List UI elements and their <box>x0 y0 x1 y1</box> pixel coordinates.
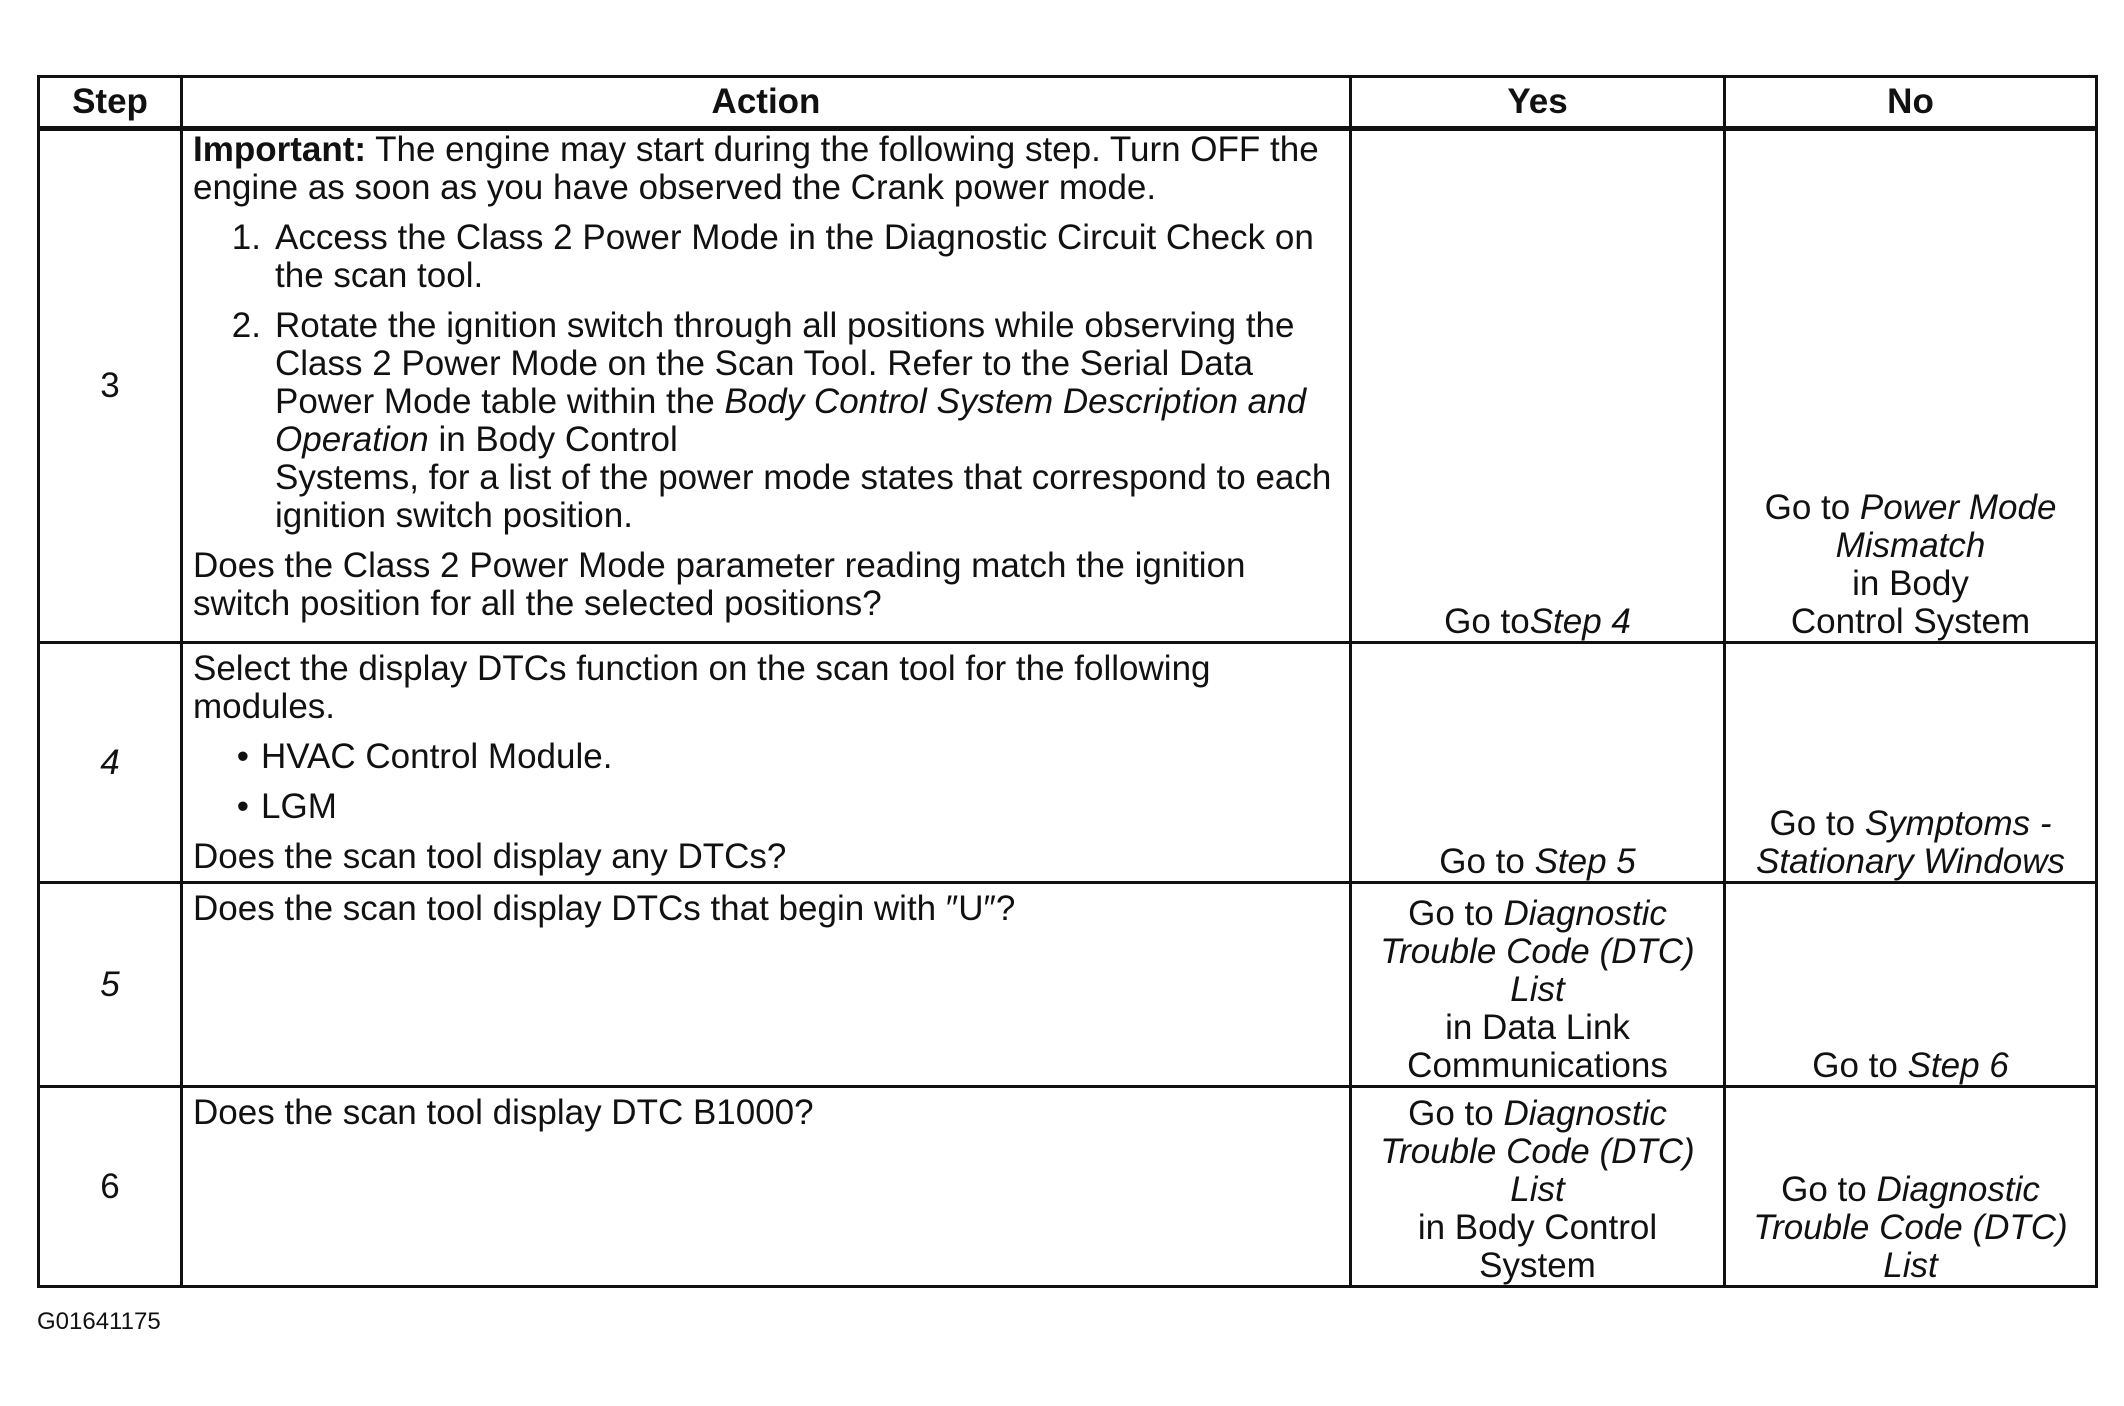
document-reference: Body Control System Description and Operation <box>275 382 1307 459</box>
step-number: 6 <box>39 1087 182 1287</box>
figure-id: G01641175 <box>37 1308 161 1335</box>
substep-number: 2. <box>231 306 261 345</box>
bullet-icon: • <box>236 737 249 776</box>
yes-line: System <box>1479 1246 1596 1285</box>
no-line <box>1736 1171 2085 1209</box>
substep-text-part: Rotate the ignition switch through all positions while observing the Class 2 Power Mode on the Scan Tool. Refer to the Serial Data Power Mode table within the <box>275 306 1295 421</box>
module-name: HVAC Control Module. <box>261 737 613 776</box>
yes-line: in Body Control <box>1417 1208 1658 1247</box>
no-step-link[interactable]: Step 6 <box>1907 1046 2009 1085</box>
module-list <box>193 738 1339 826</box>
yes-prefix: Go to <box>1408 1094 1504 1133</box>
step-intro: Select the display DTCs function on the scan tool for the following modules. <box>193 649 1211 726</box>
step-question: Does the Class 2 Power Mode parameter reading match the ignition switch position for all the selected positions? <box>193 546 1246 623</box>
action-cell <box>182 643 1351 883</box>
yes-prefix: Go to <box>1408 894 1504 933</box>
yes-step-link[interactable]: Step 5 <box>1534 842 1636 881</box>
step-number: 4 <box>39 643 182 883</box>
header-yes: Yes <box>1351 77 1725 129</box>
substep-text-part: Systems, for a list of the power mode states that correspond to each ignition switch position. <box>275 458 1332 535</box>
table-row-step-6 <box>39 1087 2097 1287</box>
no-reference-link[interactable]: Mismatch <box>1835 526 1986 565</box>
yes-reference-link[interactable]: Trouble Code (DTC) <box>1380 1132 1695 1171</box>
header-no: No <box>1725 77 2097 129</box>
no-reference-link[interactable]: Diagnostic <box>1876 1170 2040 1209</box>
no-prefix: Go to <box>1812 1046 1908 1085</box>
yes-step-link[interactable]: Step 4 <box>1529 602 1631 641</box>
module-name: LGM <box>261 787 337 826</box>
substep-text-part: in Body Control <box>428 420 678 459</box>
table-header-row <box>39 77 2097 129</box>
no-cell <box>1725 129 2097 643</box>
header-step: Step <box>39 77 182 129</box>
no-line <box>1736 489 2085 527</box>
table-row-step-5 <box>39 883 2097 1087</box>
action-cell <box>182 883 1351 1087</box>
yes-cell <box>1351 129 1725 643</box>
step-question: Does the scan tool display DTCs that begin with ″U″? <box>193 889 1016 928</box>
no-line: in Body <box>1852 564 1969 603</box>
yes-reference-link[interactable]: List <box>1510 1170 1565 1209</box>
no-cell <box>1725 1087 2097 1287</box>
yes-reference-link[interactable]: Diagnostic <box>1503 1094 1667 1133</box>
no-reference-link[interactable]: Trouble Code (DTC) <box>1753 1208 2068 1247</box>
yes-line <box>1362 895 1713 933</box>
no-line: Control System <box>1790 602 2031 641</box>
diagnostic-table <box>37 75 2098 1288</box>
yes-reference-link[interactable]: Diagnostic <box>1503 894 1667 933</box>
list-item <box>193 788 1339 826</box>
important-text: The engine may start during the following step. Turn OFF the engine as soon as you have observed the Crank power mode. <box>193 130 1319 207</box>
list-item <box>193 738 1339 776</box>
list-item <box>193 307 1339 535</box>
substep-text: Access the Class 2 Power Mode in the Diagnostic Circuit Check on the scan tool. <box>275 218 1314 295</box>
yes-prefix: Go to <box>1439 842 1535 881</box>
no-reference-link[interactable]: Stationary Windows <box>1756 842 2065 881</box>
substep-number: 1. <box>231 218 261 257</box>
no-cell <box>1725 883 2097 1087</box>
no-prefix: Go to <box>1769 804 1865 843</box>
table-row-step-3 <box>39 129 2097 643</box>
yes-line: in Data Link <box>1445 1008 1630 1047</box>
step-question: Does the scan tool display any DTCs? <box>193 837 787 876</box>
list-item <box>193 219 1339 295</box>
substep-text <box>275 307 1339 535</box>
no-prefix: Go to <box>1764 488 1860 527</box>
step-number: 3 <box>39 129 182 643</box>
no-reference-link[interactable]: Symptoms - <box>1864 804 2052 843</box>
yes-cell <box>1351 643 1725 883</box>
substep-list <box>193 219 1339 535</box>
bullet-icon: • <box>236 787 249 826</box>
action-cell <box>182 1087 1351 1287</box>
step-number: 5 <box>39 883 182 1087</box>
header-action: Action <box>182 77 1351 129</box>
yes-line <box>1362 1095 1713 1133</box>
no-prefix: Go to <box>1781 1170 1877 1209</box>
important-label: Important: <box>193 130 367 169</box>
table-row-step-4 <box>39 643 2097 883</box>
yes-cell <box>1351 1087 1725 1287</box>
yes-reference-link[interactable]: Trouble Code (DTC) <box>1380 932 1695 971</box>
no-line <box>1736 805 2085 843</box>
yes-prefix: Go to <box>1444 602 1530 641</box>
no-reference-link[interactable]: Power Mode <box>1859 488 2057 527</box>
no-cell <box>1725 643 2097 883</box>
no-reference-link[interactable]: List <box>1883 1246 1938 1285</box>
important-note <box>193 131 1339 207</box>
yes-reference-link[interactable]: List <box>1510 970 1565 1009</box>
yes-cell <box>1351 883 1725 1087</box>
action-cell <box>182 129 1351 643</box>
step-question: Does the scan tool display DTC B1000? <box>193 1093 814 1132</box>
yes-line: Communications <box>1407 1046 1668 1085</box>
